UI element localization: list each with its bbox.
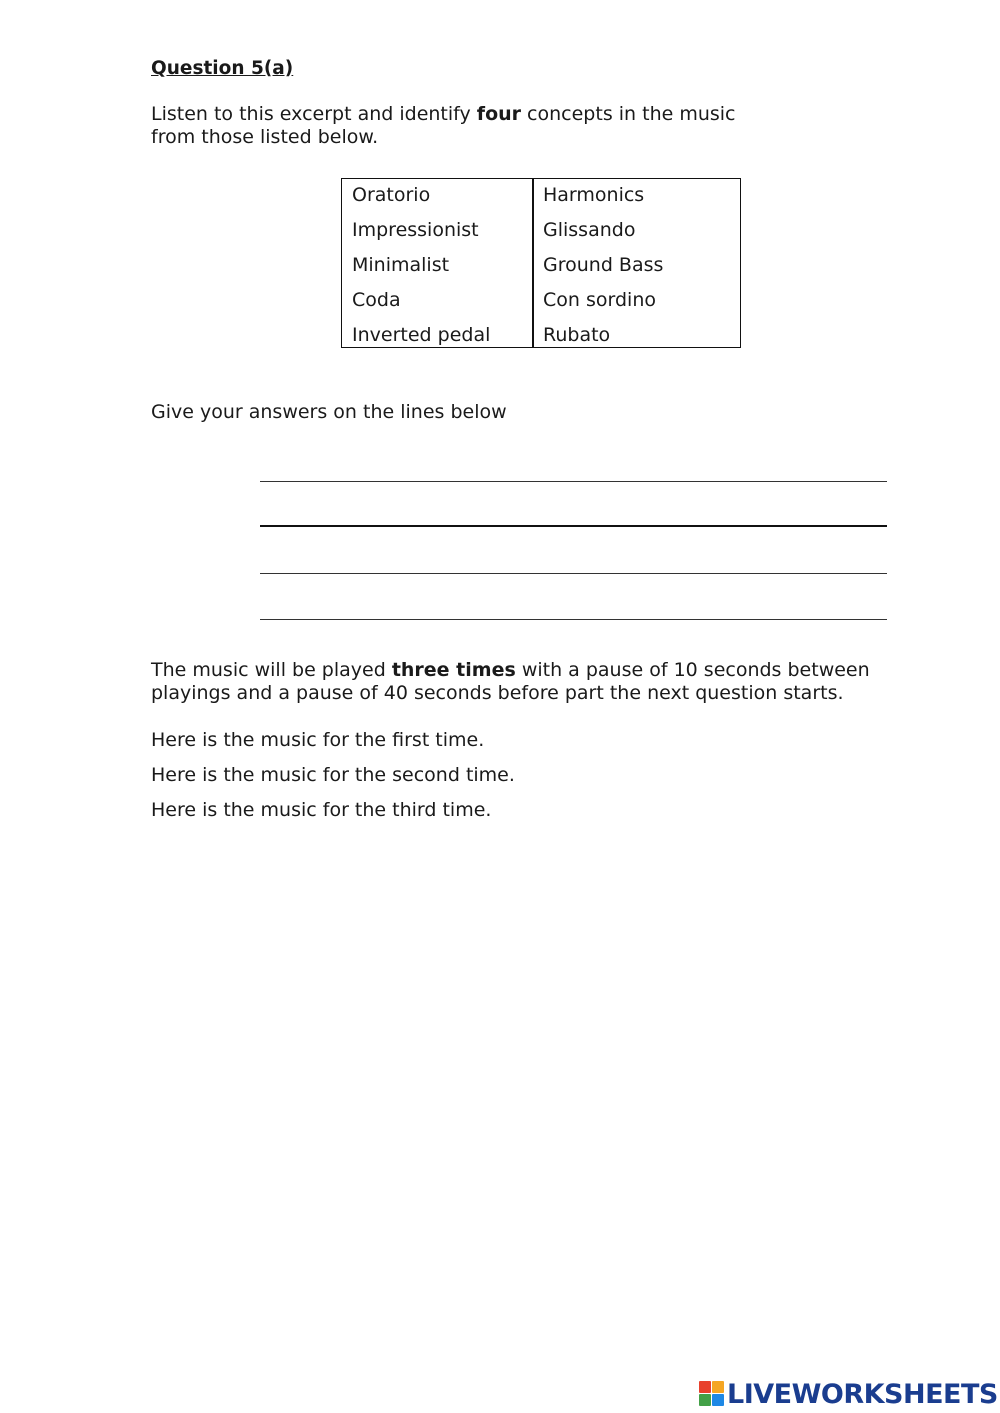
concept-cell: Con sordino xyxy=(543,289,656,311)
playback-text-line2: playings and a pause of 40 seconds before part the next question starts. xyxy=(151,682,844,704)
playback-info xyxy=(151,659,870,705)
concept-cell: Glissando xyxy=(543,219,636,241)
answer-line-1[interactable] xyxy=(260,481,887,482)
liveworksheets-logo xyxy=(699,1377,998,1411)
concepts-table xyxy=(341,178,741,348)
table-divider xyxy=(532,179,534,347)
concept-cell: Impressionist xyxy=(352,219,479,241)
answer-line-4[interactable] xyxy=(260,619,887,620)
playback-text-b: with a pause of 10 seconds between xyxy=(515,659,870,681)
question-title: Question 5(a) xyxy=(151,58,294,79)
intro-text-line2: from those listed below. xyxy=(151,126,379,148)
answer-instruction: Give your answers on the lines below xyxy=(151,401,507,423)
concept-cell: Minimalist xyxy=(352,254,450,276)
intro-text-b: concepts in the music xyxy=(521,103,736,125)
answer-line-3[interactable] xyxy=(260,573,887,574)
logo-blocks-icon xyxy=(699,1381,725,1407)
concept-cell: Rubato xyxy=(543,324,611,346)
concept-cell: Harmonics xyxy=(543,184,645,206)
question-intro xyxy=(151,103,736,149)
concept-cell: Inverted pedal xyxy=(352,324,491,346)
play-second-time: Here is the music for the second time. xyxy=(151,764,515,786)
intro-bold-word: four xyxy=(476,103,522,125)
concept-cell: Oratorio xyxy=(352,184,431,206)
play-first-time: Here is the music for the first time. xyxy=(151,729,485,751)
playback-text-a: The music will be played xyxy=(151,659,392,681)
concept-cell: Coda xyxy=(352,289,401,311)
play-third-time: Here is the music for the third time. xyxy=(151,799,492,821)
answer-line-2[interactable] xyxy=(260,525,887,527)
intro-text-a: Listen to this excerpt and identify xyxy=(151,103,477,125)
concept-cell: Ground Bass xyxy=(543,254,664,276)
logo-text: LIVEWORKSHEETS xyxy=(727,1378,998,1410)
playback-bold: three times xyxy=(391,659,516,681)
